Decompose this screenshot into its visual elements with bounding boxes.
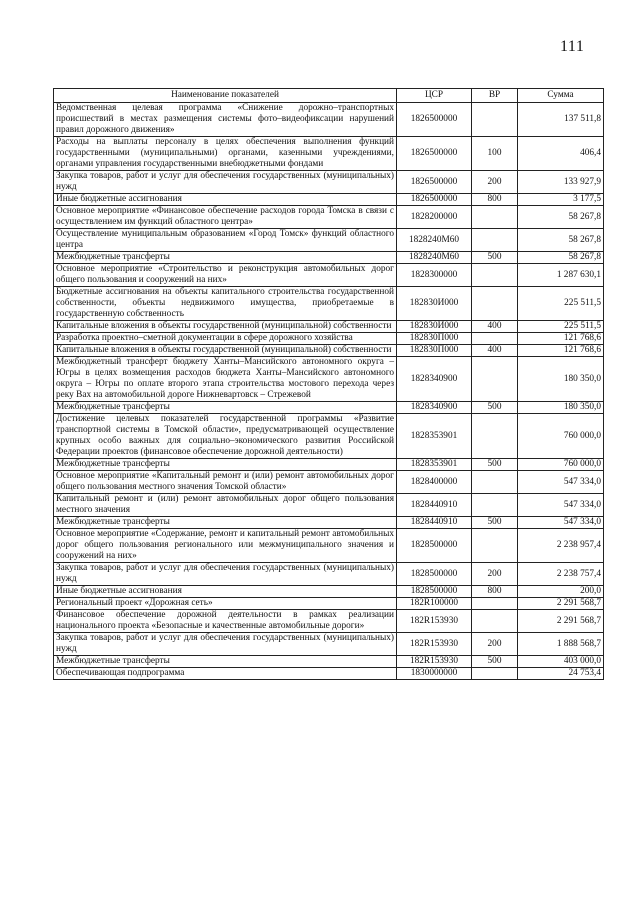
cell-sum: 121 768,6 [518, 345, 604, 357]
cell-name: Достижение целевых показателей государственной программы «Развитие транспортной системы в Томской области», предусматривающей осуществление крупных особо важных для социально–экономического развития Российской Федерации проектов (финансовое обеспечение дорожной деятельности) [54, 414, 397, 459]
cell-sum: 1 888 568,7 [518, 633, 604, 656]
cell-sum: 225 511,5 [518, 287, 604, 321]
cell-vr [472, 610, 518, 633]
header-sum: Сумма [518, 89, 604, 103]
cell-vr: 200 [472, 563, 518, 586]
cell-csr: 1826500000 [397, 103, 472, 137]
table-row [54, 103, 604, 137]
cell-name: Межбюджетные трансферты [54, 252, 397, 264]
cell-vr: 400 [472, 345, 518, 357]
cell-csr: 182R153930 [397, 633, 472, 656]
cell-vr: 200 [472, 633, 518, 656]
cell-vr: 500 [472, 402, 518, 414]
cell-name: Расходы на выплаты персоналу в целях обеспечения выполнения функций государственными (муниципальными) органами, казенными учреждениями, органами управления государственными внебюджетными фондами [54, 137, 397, 171]
table-row [54, 194, 604, 206]
page-number: 111 [560, 38, 585, 55]
table-row [54, 252, 604, 264]
cell-name: Капитальные вложения в объекты государственной (муниципальной) собственности [54, 345, 397, 357]
cell-sum: 137 511,8 [518, 103, 604, 137]
cell-sum: 24 753,4 [518, 668, 604, 680]
cell-csr: 182830И000 [397, 321, 472, 333]
table-row [54, 333, 604, 345]
header-csr: ЦСР [397, 89, 472, 103]
table-row [54, 229, 604, 252]
cell-name: Иные бюджетные ассигнования [54, 586, 397, 598]
cell-vr: 500 [472, 252, 518, 264]
cell-name: Закупка товаров, работ и услуг для обеспечения государственных (муниципальных) нужд [54, 633, 397, 656]
cell-vr: 500 [472, 517, 518, 529]
cell-vr [472, 333, 518, 345]
cell-sum: 547 334,0 [518, 494, 604, 517]
cell-vr [472, 206, 518, 229]
cell-sum: 58 267,8 [518, 206, 604, 229]
cell-vr [472, 471, 518, 494]
cell-csr: 1828440910 [397, 494, 472, 517]
table-body [54, 103, 604, 680]
cell-sum: 406,4 [518, 137, 604, 171]
table-row [54, 668, 604, 680]
cell-sum: 180 350,0 [518, 402, 604, 414]
cell-sum: 760 000,0 [518, 459, 604, 471]
cell-name: Финансовое обеспечение дорожной деятельности в рамках реализации национального проекта «Безопасные и качественные автомобильные дороги» [54, 610, 397, 633]
cell-name: Межбюджетные трансферты [54, 517, 397, 529]
cell-name: Обеспечивающая подпрограмма [54, 668, 397, 680]
cell-csr: 182830П000 [397, 333, 472, 345]
cell-sum: 2 291 568,7 [518, 598, 604, 610]
cell-vr [472, 103, 518, 137]
cell-vr [472, 229, 518, 252]
cell-name: Основное мероприятие «Финансовое обеспечение расходов города Томска в связи с осуществлением им функций областного центра» [54, 206, 397, 229]
cell-csr: 182830П000 [397, 345, 472, 357]
cell-name: Основное мероприятие «Строительство и реконструкция автомобильных дорог общего пользования и сооружений на них» [54, 264, 397, 287]
cell-csr: 1828440910 [397, 517, 472, 529]
cell-csr: 1828500000 [397, 586, 472, 598]
cell-csr: 1828300000 [397, 264, 472, 287]
table-row [54, 471, 604, 494]
table-row [54, 264, 604, 287]
table-row [54, 563, 604, 586]
cell-name: Капитальные вложения в объекты государственной (муниципальной) собственности [54, 321, 397, 333]
cell-vr: 800 [472, 586, 518, 598]
cell-name: Закупка товаров, работ и услуг для обеспечения государственных (муниципальных) нужд [54, 563, 397, 586]
cell-csr: 1828240М60 [397, 229, 472, 252]
table-header-row [54, 89, 604, 103]
cell-name: Закупка товаров, работ и услуг для обеспечения государственных (муниципальных) нужд [54, 171, 397, 194]
header-vr: ВР [472, 89, 518, 103]
cell-sum: 58 267,8 [518, 252, 604, 264]
cell-csr: 1828500000 [397, 563, 472, 586]
table-row [54, 414, 604, 459]
cell-name: Иные бюджетные ассигнования [54, 194, 397, 206]
cell-csr: 182R153930 [397, 656, 472, 668]
cell-name: Разработка проектно–сметной документации в сфере дорожного хозяйства [54, 333, 397, 345]
cell-csr: 1828240М60 [397, 252, 472, 264]
cell-csr: 182830И000 [397, 287, 472, 321]
cell-vr: 500 [472, 656, 518, 668]
table-row [54, 529, 604, 563]
cell-sum: 403 000,0 [518, 656, 604, 668]
budget-table [53, 88, 604, 680]
cell-vr [472, 668, 518, 680]
cell-csr: 182R153930 [397, 610, 472, 633]
cell-vr: 500 [472, 459, 518, 471]
cell-csr: 1828353901 [397, 459, 472, 471]
cell-sum: 133 927,9 [518, 171, 604, 194]
cell-name: Основное мероприятие «Содержание, ремонт и капитальный ремонт автомобильных дорог общего пользования регионального или межмуниципального значения и сооружений на них» [54, 529, 397, 563]
cell-sum: 3 177,5 [518, 194, 604, 206]
cell-sum: 2 238 957,4 [518, 529, 604, 563]
cell-csr: 1826500000 [397, 137, 472, 171]
cell-name: Бюджетные ассигнования на объекты капитального строительства государственной собственности, объекты недвижимого имущества, приобретаемые в государственную собственность [54, 287, 397, 321]
table-row [54, 610, 604, 633]
cell-csr: 1828500000 [397, 529, 472, 563]
cell-vr: 800 [472, 194, 518, 206]
table-row [54, 345, 604, 357]
table-row [54, 287, 604, 321]
cell-sum: 547 334,0 [518, 471, 604, 494]
table-row [54, 586, 604, 598]
table-row [54, 459, 604, 471]
cell-vr [472, 598, 518, 610]
table-row [54, 402, 604, 414]
cell-sum: 760 000,0 [518, 414, 604, 459]
cell-csr: 1826500000 [397, 194, 472, 206]
table-row [54, 517, 604, 529]
table-row [54, 494, 604, 517]
cell-vr [472, 494, 518, 517]
cell-sum: 1 287 630,1 [518, 264, 604, 287]
cell-sum: 225 511,5 [518, 321, 604, 333]
cell-csr: 1830000000 [397, 668, 472, 680]
cell-sum: 200,0 [518, 586, 604, 598]
table-row [54, 171, 604, 194]
cell-csr: 1828340900 [397, 357, 472, 402]
cell-sum: 547 334,0 [518, 517, 604, 529]
table-row [54, 357, 604, 402]
cell-name: Межбюджетный трансферт бюджету Ханты–Мансийского автономного округа – Югры в целях возмещения расходов бюджета Ханты–Мансийского автономного округа – Югры по оплате второго этапа строительства мостового перехода через реку Вах на автомобильной дороге Нижневартовск – Стрежевой [54, 357, 397, 402]
cell-name: Осуществление муниципальным образованием «Город Томск» функций областного центра [54, 229, 397, 252]
cell-name: Межбюджетные трансферты [54, 656, 397, 668]
cell-name: Межбюджетные трансферты [54, 402, 397, 414]
cell-csr: 1828400000 [397, 471, 472, 494]
cell-name: Межбюджетные трансферты [54, 459, 397, 471]
cell-csr: 1826500000 [397, 171, 472, 194]
cell-csr: 1828340900 [397, 402, 472, 414]
table-row [54, 598, 604, 610]
table-row [54, 321, 604, 333]
cell-name: Капитальный ремонт и (или) ремонт автомобильных дорог общего пользования местного значения [54, 494, 397, 517]
cell-vr [472, 414, 518, 459]
cell-sum: 121 768,6 [518, 333, 604, 345]
cell-sum: 58 267,8 [518, 229, 604, 252]
cell-sum: 2 291 568,7 [518, 610, 604, 633]
table-row [54, 656, 604, 668]
cell-vr [472, 529, 518, 563]
table-row [54, 206, 604, 229]
table-row [54, 137, 604, 171]
cell-vr [472, 264, 518, 287]
cell-sum: 180 350,0 [518, 357, 604, 402]
cell-vr: 100 [472, 137, 518, 171]
cell-vr: 400 [472, 321, 518, 333]
cell-vr [472, 357, 518, 402]
header-name: Наименование показателей [54, 89, 397, 103]
cell-csr: 1828200000 [397, 206, 472, 229]
cell-vr [472, 287, 518, 321]
cell-sum: 2 238 757,4 [518, 563, 604, 586]
cell-vr: 200 [472, 171, 518, 194]
table-row [54, 633, 604, 656]
cell-csr: 1828353901 [397, 414, 472, 459]
cell-name: Ведомственная целевая программа «Снижение дорожно–транспортных происшествий в местах размещения системы фото–видеофиксации нарушений правил дорожного движения» [54, 103, 397, 137]
cell-name: Основное мероприятие «Капитальный ремонт и (или) ремонт автомобильных дорог общего пользования местного значения Томской области» [54, 471, 397, 494]
cell-csr: 182R100000 [397, 598, 472, 610]
cell-name: Региональный проект «Дорожная сеть» [54, 598, 397, 610]
